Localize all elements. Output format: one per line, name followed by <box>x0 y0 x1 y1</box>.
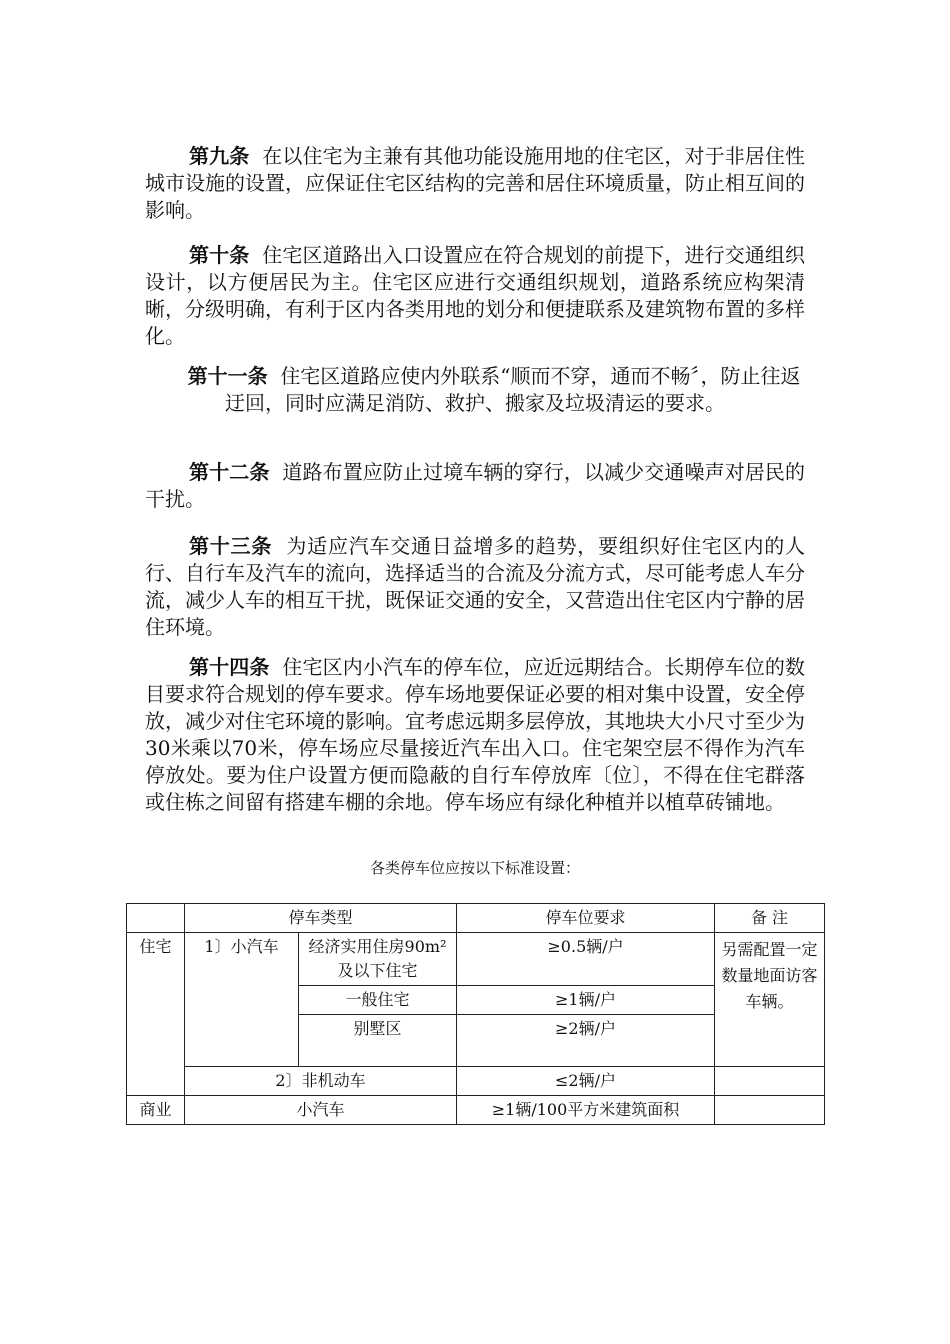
article-text: 住宅区道路应使内外联系“顺而不穿，通而不畅〞，防止往返迂回，同时应满足消防、救护、搬家及垃圾清运的要求。 <box>225 364 801 415</box>
category-residential: 住宅 <box>127 933 185 1096</box>
article-11 <box>145 363 805 417</box>
table-row <box>127 1067 825 1096</box>
article-label: 第十条 <box>189 243 250 267</box>
article-text: 住宅区道路出入口设置应在符合规划的前提下，进行交通组织设计，以方便居民为主。住宅区应进行交通组织规划，道路系统应构架清晰，分级明确，有利于区内各类用地的划分和便捷联系及建筑物布置的多样化。 <box>145 243 806 348</box>
header-note: 备 注 <box>715 904 825 933</box>
subtype-economic-housing: 经济实用住房90m²及以下住宅 <box>299 933 457 986</box>
table-row <box>127 933 825 986</box>
car-label: 1〕小汽车 <box>185 933 299 1067</box>
subtype-villa: 别墅区 <box>299 1015 457 1067</box>
category-commercial: 商业 <box>127 1096 185 1125</box>
header-blank-cell <box>127 904 185 933</box>
commercial-requirement: ≥1辆/100平方米建筑面积 <box>457 1096 715 1125</box>
header-requirement: 停车位要求 <box>457 904 715 933</box>
table-header-row <box>127 904 825 933</box>
commercial-note-cell <box>715 1096 825 1125</box>
article-14 <box>145 654 805 816</box>
header-type: 停车类型 <box>185 904 457 933</box>
article-label: 第九条 <box>189 144 250 168</box>
article-12 <box>145 459 805 513</box>
requirement-villa: ≥2辆/户 <box>457 1015 715 1067</box>
article-text: 在以住宅为主兼有其他功能设施用地的住宅区，对于非居住性城市设施的设置，应保证住宅区结构的完善和居住环境质量，防止相互间的影响。 <box>145 144 806 222</box>
requirement-general-housing: ≥1辆/户 <box>457 986 715 1015</box>
article-label: 第十四条 <box>189 655 270 679</box>
article-label: 第十一条 <box>187 364 268 388</box>
requirement-economic-housing: ≥0.5辆/户 <box>457 933 715 986</box>
table-caption: 各类停车位应按以下标准设置： <box>369 859 580 877</box>
article-text: 住宅区内小汽车的停车位，应近远期结合。长期停车位的数目要求符合规划的停车要求。停车场地要保证必要的相对集中设置，安全停放，减少对住宅环境的影响。宜考虑远期多层停放，其地块大小尺寸至少为30米乘以70米，停车场应尽量接近汽车出入口。住宅架空层不得作为汽车停放处。要为住户设置方便而隐蔽的自行车停放库〔位〕，不得在住宅群落或住栋之间留有搭建车棚的余地。停车场应有绿化种植并以植草砖铺地。 <box>145 655 806 814</box>
commercial-type: 小汽车 <box>185 1096 457 1125</box>
nonmotor-requirement: ≤2辆/户 <box>457 1067 715 1096</box>
article-13 <box>145 533 805 641</box>
parking-standards-table <box>126 903 825 1125</box>
article-10 <box>145 242 805 350</box>
article-9 <box>145 143 805 224</box>
nonmotor-note-cell <box>715 1067 825 1096</box>
nonmotor-label: 2〕非机动车 <box>185 1067 457 1096</box>
table-row <box>127 1096 825 1125</box>
residential-note: 另需配置一定数量地面访客车辆。 <box>715 933 825 1067</box>
article-text: 为适应汽车交通日益增多的趋势，要组织好住宅区内的人行、自行车及汽车的流向，选择适当的合流及分流方式，尽可能考虑人车分流，减少人车的相互干扰，既保证交通的安全，又营造出住宅区内宁静的居住环境。 <box>145 534 806 639</box>
subtype-general-housing: 一般住宅 <box>299 986 457 1015</box>
article-label: 第十二条 <box>189 460 270 484</box>
article-text: 道路布置应防止过境车辆的穿行，以减少交通噪声对居民的干扰。 <box>145 460 806 511</box>
article-label: 第十三条 <box>189 534 273 558</box>
